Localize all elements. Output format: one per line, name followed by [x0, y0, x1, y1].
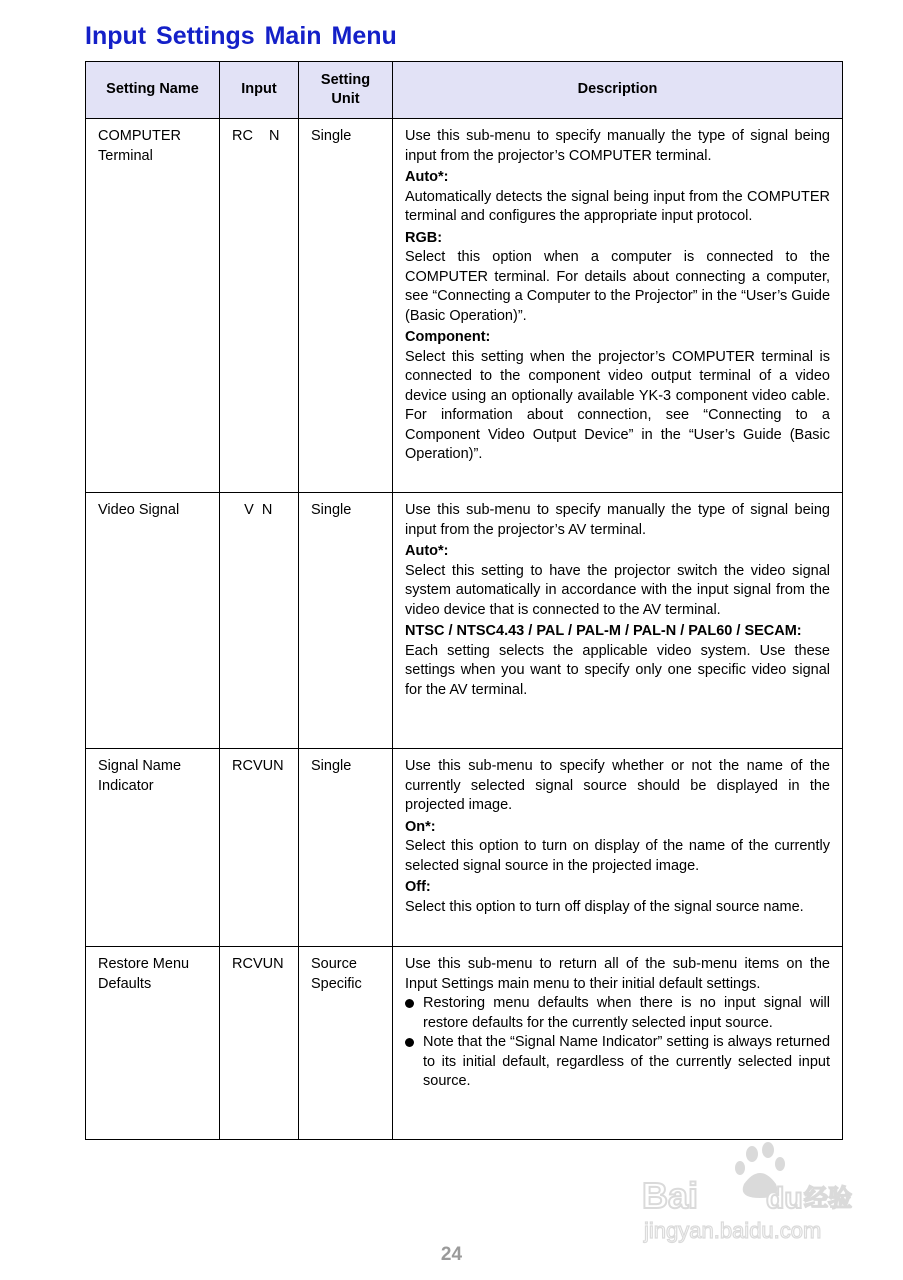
table-row [86, 947, 843, 1140]
description-intro: Use this sub-menu to specify whether or not the name of the currently selected signal source should be displayed in the projected image. [405, 758, 830, 813]
table-row [86, 119, 843, 493]
bullet-dot-icon [405, 999, 414, 1008]
option-label: On*: [405, 818, 436, 835]
option-text: Automatically detects the signal being input from the COMPUTER terminal and configures the appropriate input protocol. [405, 188, 830, 224]
settings-table [85, 61, 843, 1140]
header-setting-unit: Setting Unit [299, 62, 393, 119]
description-intro: Use this sub-menu to specify manually the type of signal being input from the projector’s COMPUTER terminal. [405, 128, 830, 164]
page-title: Input Settings Main Menu [85, 22, 397, 50]
table-row [86, 749, 843, 947]
input-code: RC N [220, 119, 299, 493]
description [393, 119, 843, 493]
setting-unit: Single [299, 493, 393, 749]
header-setting-name: Setting Name [86, 62, 220, 119]
bullet-text: Restoring menu defaults when there is no input signal will restore defaults for the currently selected input source. [423, 995, 830, 1031]
description-intro: Use this sub-menu to return all of the sub-menu items on the Input Settings main menu to their initial default settings. [405, 956, 830, 992]
input-code: RCVUN [220, 749, 299, 947]
option-label: Off: [405, 879, 431, 895]
bullet-item [405, 1033, 830, 1092]
option-label: NTSC / NTSC4.43 / PAL / PAL-M / PAL-N / PAL60 / SECAM: [405, 623, 802, 639]
setting-unit: Single [299, 749, 393, 947]
setting-name: Video Signal [86, 493, 220, 749]
header-description: Description [393, 62, 843, 119]
bullet-item [405, 994, 830, 1033]
input-code: V N [220, 493, 299, 749]
setting-unit: Source Specific [299, 947, 393, 1140]
option-label: Auto*: [405, 543, 449, 559]
bullet-dot-icon [405, 1038, 414, 1047]
bullet-text: Note that the “Signal Name Indicator” setting is always returned to its initial default, regardless of the currently selected input source. [423, 1034, 831, 1089]
svg-text:du: du [766, 1182, 803, 1215]
bullet-list [405, 994, 830, 1092]
option-text: Each setting selects the applicable video system. Use these settings when you want to specify only one specific video signal for the AV terminal. [405, 642, 830, 698]
description-intro: Use this sub-menu to specify manually the type of signal being input from the projector’s AV terminal. [405, 502, 830, 538]
setting-name: Restore Menu Defaults [86, 947, 220, 1140]
option-text: Select this setting when the projector’s COMPUTER terminal is connected to the component video output terminal of a video device using an optionally available YK-3 component video cable. For information about connection, see “Connecting to a Component Video Output Device” in the “User’s Guide (Basic Operation)”. [405, 348, 830, 462]
svg-text:jingyan.baidu.com: jingyan.baidu.com [644, 1218, 822, 1243]
setting-name: COMPUTER Terminal [86, 119, 220, 493]
baidu-jingyan-watermark-logo [640, 1140, 855, 1250]
option-text: Select this setting to have the projector switch the video signal system automatically in accordance with the input signal from the video device that is connected to the AV terminal. [405, 562, 830, 618]
svg-text:Bai: Bai [642, 1175, 699, 1216]
table-row [86, 493, 843, 749]
svg-text:经验: 经验 [804, 1184, 852, 1212]
option-text: Select this option to turn off display of the signal source name. [405, 898, 804, 915]
header-input: Input [220, 62, 299, 119]
table-header-row [86, 62, 843, 119]
input-code: RCVUN [220, 947, 299, 1140]
setting-unit: Single [299, 119, 393, 493]
option-label: Auto*: [405, 169, 449, 185]
description [393, 749, 843, 947]
option-text: Select this option to turn on display of the name of the currently selected signal source in the projected image. [405, 838, 830, 874]
option-label: Component: [405, 329, 491, 345]
option-label: RGB: [405, 229, 443, 246]
option-text: Select this option when a computer is connected to the COMPUTER terminal. For details about connecting a computer, see “Connecting a Computer to the Projector” in the “User’s Guide (Basic Operation)”. [405, 249, 831, 324]
description [393, 493, 843, 749]
setting-name: Signal Name Indicator [86, 749, 220, 947]
description [393, 947, 843, 1140]
page-number: 24 [440, 1244, 463, 1265]
